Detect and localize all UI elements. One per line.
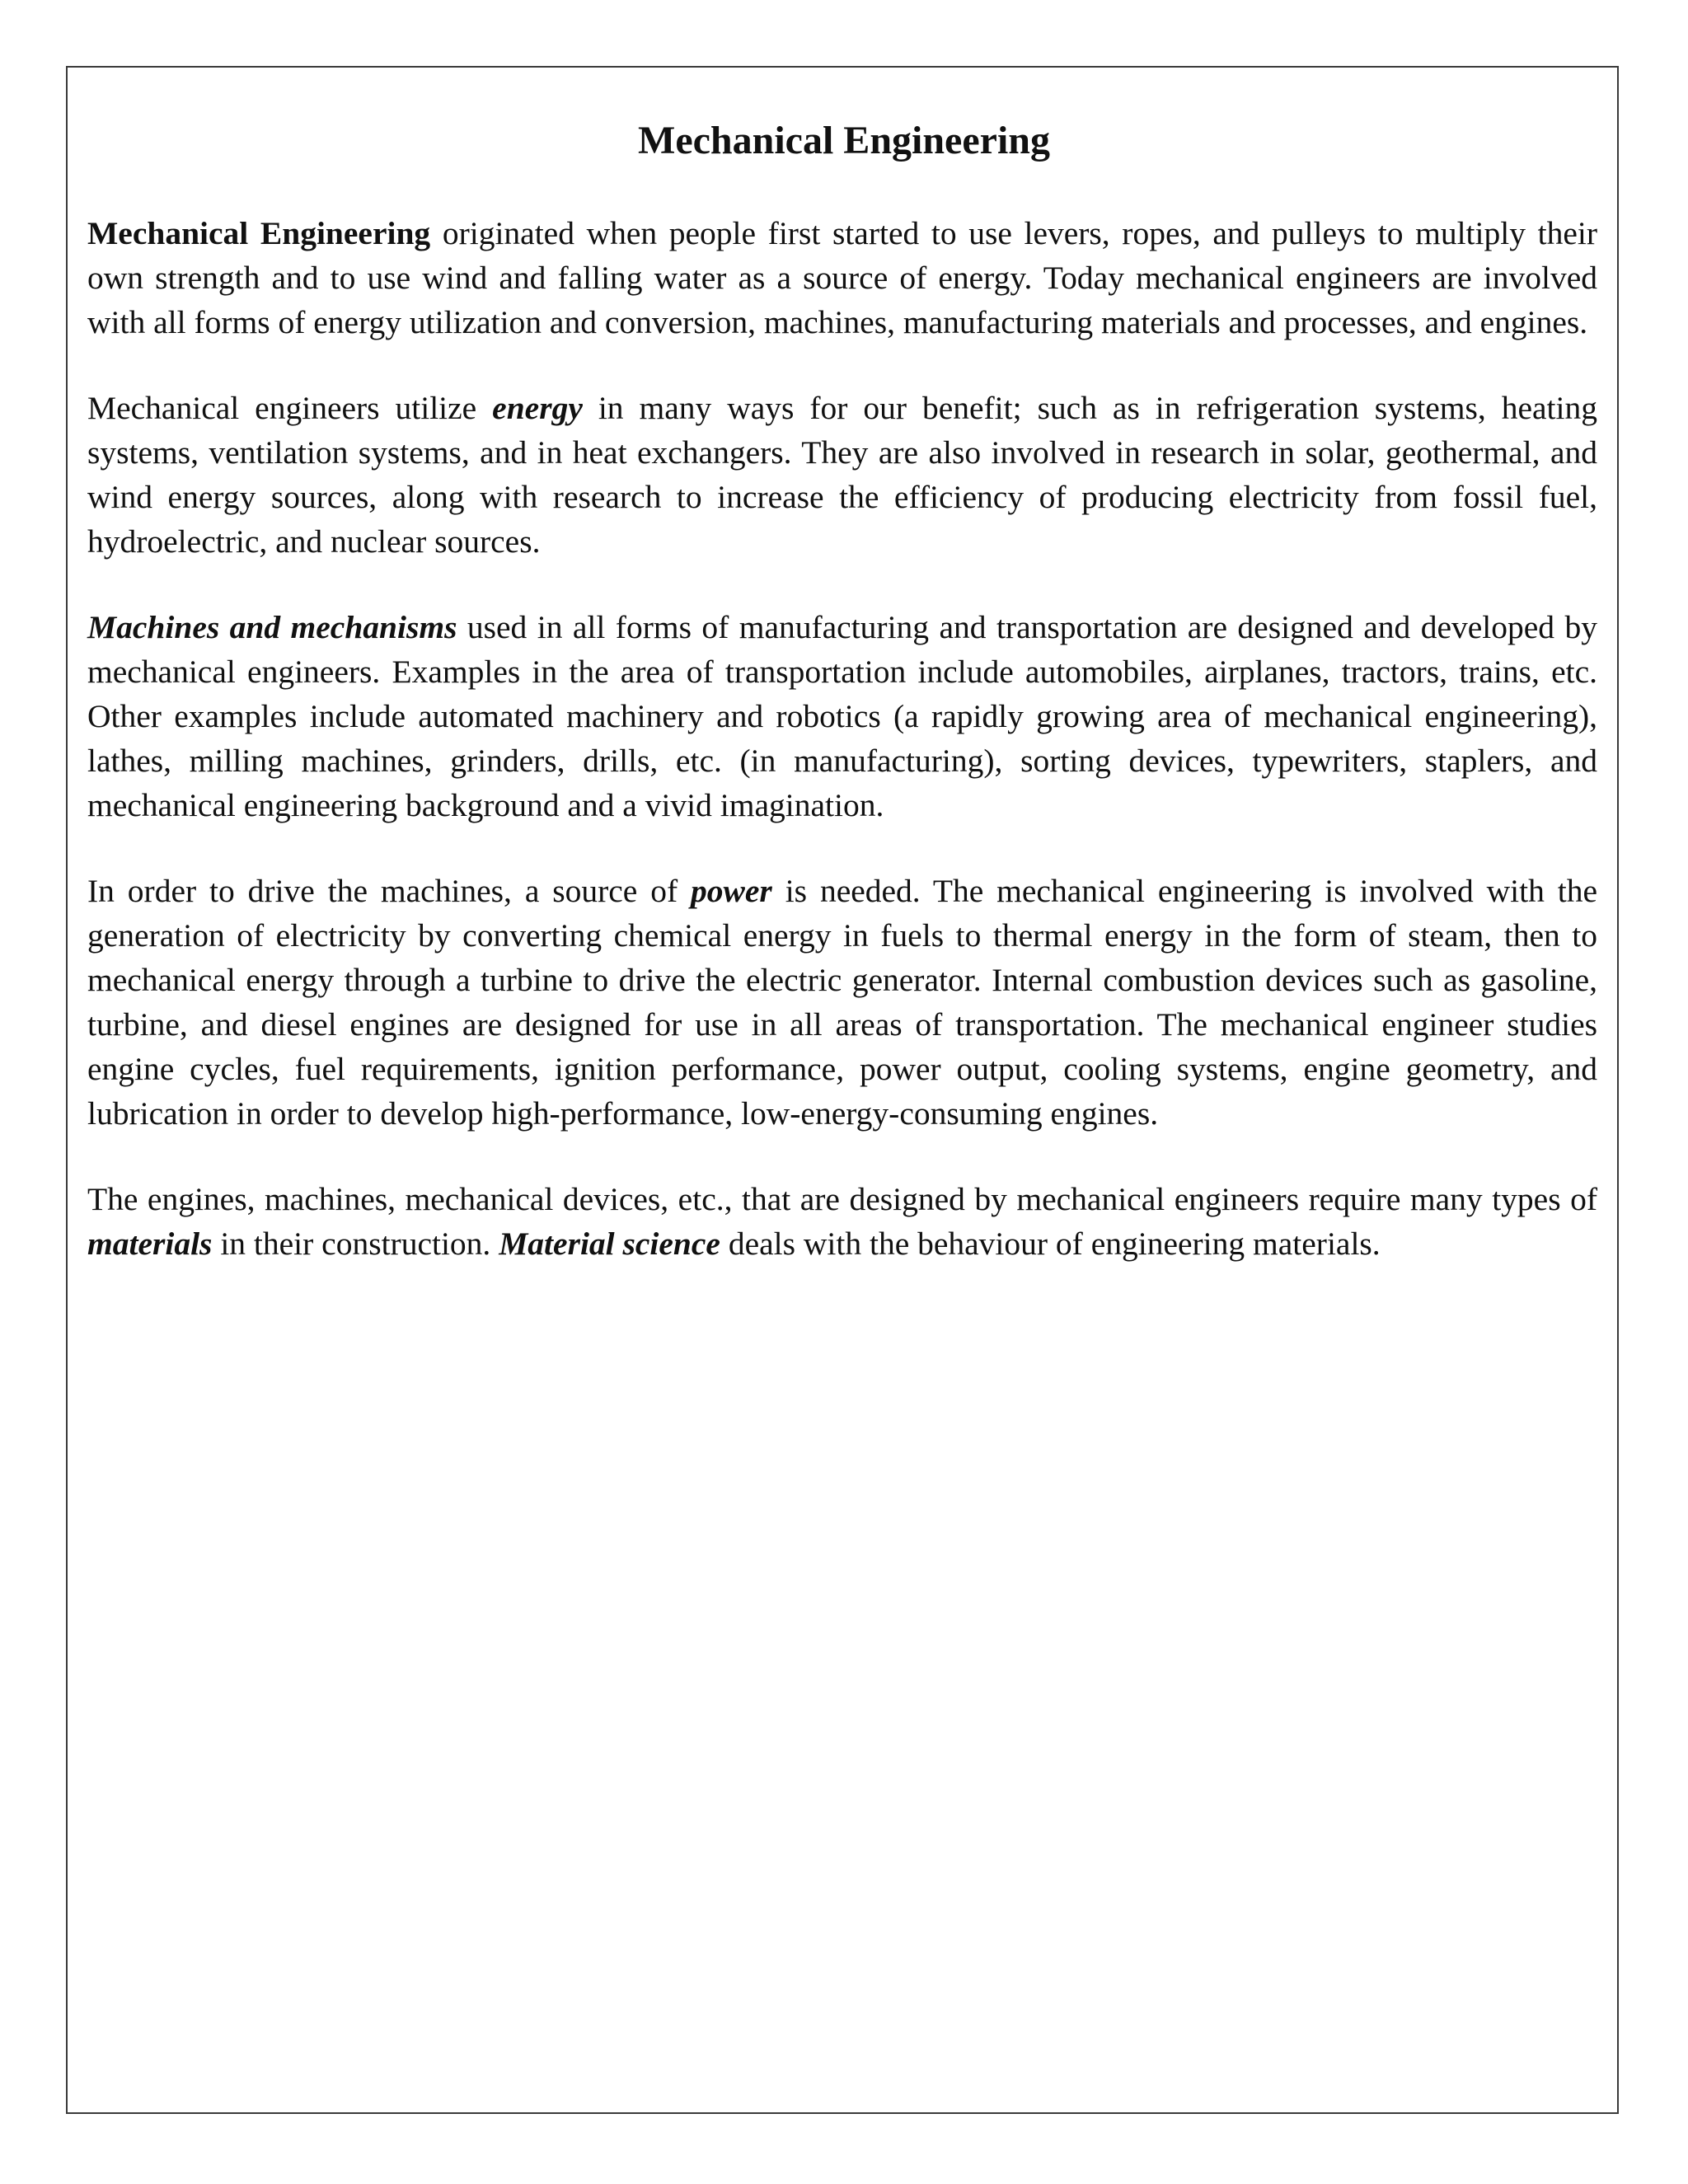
paragraph-text: used in all forms of manufacturing and transportation are designed and developed by mechanical engineers. Examples in the area of transportation include automobiles, airplanes, tractors, trains, etc. Other examples include automated machinery and robotics (a rapidly growing area of mechanical engineering), lathes, milling machines, grinders, drills, etc. (in manufacturing), sorting devices, typewriters, staplers, and mechanical engineering background and a vivid imagination. (87, 609, 1597, 823)
document-title: Mechanical Engineering (638, 119, 1050, 162)
paragraph-text: is needed. The mechanical engineering is involved with the generation of electricity by converting chemical energy in fuels to thermal energy in the form of steam, then to mechanical energy through a turbine to drive the electric generator. Internal combustion devices such as gasoline, turbine, and diesel engines are designed for use in all areas of transportation. The mechanical engineer studies engine cycles, fuel requirements, ignition performance, power output, cooling systems, engine geometry, and lubrication in order to develop high-performance, low-energy-consuming engines. (87, 873, 1597, 1132)
paragraph-text: originated when people first started to use levers, ropes, and pulleys to multiply their own strength and to use wind and falling water as a source of energy. Today mechanical engineers are involved with all forms of energy utilization and conversion, machines, manufacturing materials and processes, and engines. (87, 215, 1597, 340)
term-power: power (691, 873, 772, 909)
document-body (87, 211, 1597, 1307)
paragraph-energy (87, 386, 1597, 564)
term-materials: materials (87, 1226, 213, 1262)
paragraph-text: In order to drive the machines, a source of (87, 873, 692, 909)
paragraph-text: The engines, machines, mechanical devices, etc., that are designed by mechanical engineers require many types of (87, 1181, 1597, 1217)
term-machines-and-mechanisms: Machines and mechanisms (87, 609, 457, 645)
paragraph-power (87, 869, 1597, 1136)
paragraph-materials (87, 1177, 1597, 1266)
term-material-science: Material science (499, 1226, 720, 1262)
paragraph-text: in their construction. (212, 1226, 499, 1262)
paragraph-text: in many ways for our benefit; such as in refrigeration systems, heating systems, ventilation systems, and in heat exchangers. They are also involved in research in solar, geothermal, and wind energy sources, along with research to increase the efficiency of producing electricity from fossil fuel, hydroelectric, and nuclear sources. (87, 390, 1597, 560)
term-mechanical-engineering: Mechanical Engineering (87, 215, 431, 251)
paragraph-intro (87, 211, 1597, 344)
paragraph-text: deals with the behaviour of engineering materials. (720, 1226, 1381, 1262)
paragraph-machines (87, 605, 1597, 827)
paragraph-text: Mechanical engineers utilize (87, 390, 493, 426)
term-energy: energy (492, 390, 583, 426)
